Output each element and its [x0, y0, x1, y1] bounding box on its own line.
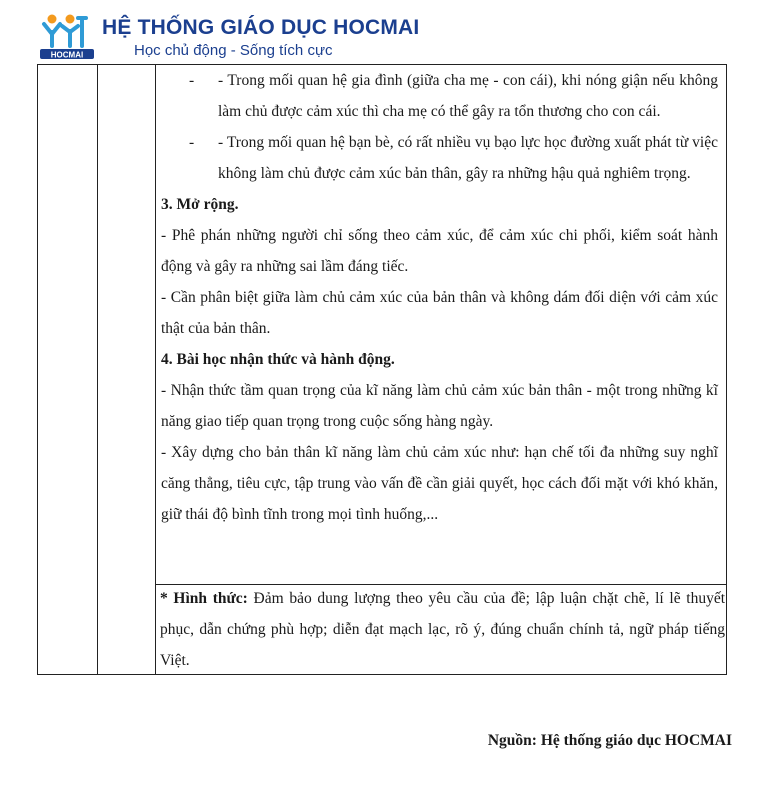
section-heading: 3. Mở rộng. [161, 196, 239, 213]
paragraph: - Xây dựng cho bản thân kĩ năng làm chủ cảm xúc như: hạn chế tối đa những suy nghĩ căng thẳng, tiêu cực, tập trung vào vấn đề cần giải quyết, học cách đối mặt với khó khăn, giữ thái độ bình tĩnh trong mọi tình huống,... [161, 444, 718, 523]
hocmai-logo-icon [40, 12, 96, 60]
bullet-item [161, 127, 718, 189]
bullet-text: - Trong mối quan hệ bạn bè, có rất nhiều vụ bạo lực học đường xuất phát từ việc không làm chủ được cảm xúc bản thân, gây ra những hậu quả nghiêm trọng. [218, 134, 718, 182]
logo-text: HOCMAI [50, 50, 84, 60]
table-column-divider [97, 65, 98, 674]
form-note-cell [160, 583, 725, 676]
section-heading: 4. Bài học nhận thức và hành động. [161, 351, 395, 368]
bullet-dash: - [189, 72, 195, 89]
paragraph: - Cần phân biệt giữa làm chủ cảm xúc của bản thân và không dám đối diện với cảm xúc thật của bản thân. [161, 289, 718, 337]
source-credit: Nguồn: Hệ thống giáo dục HOCMAI [487, 732, 732, 749]
header [40, 12, 460, 62]
brand-slogan: Học chủ động - Sống tích cực [134, 42, 333, 59]
bullet-dash: - [189, 134, 195, 151]
form-note-text: Đảm bảo dung lượng theo yêu cầu của đề; lập luận chặt chẽ, lí lẽ thuyết phục, dẫn chứng phù hợp; diễn đạt mạch lạc, rõ ý, đúng chuẩn chính tả, ngữ pháp tiếng Việt. [160, 590, 726, 669]
paragraph: - Phê phán những người chỉ sống theo cảm xúc, để cảm xúc chi phối, kiểm soát hành động và gây ra những sai lầm đáng tiếc. [161, 227, 718, 275]
form-note-label: * Hình thức: [160, 590, 248, 607]
bullet-item [161, 65, 718, 127]
answer-content-cell [161, 65, 718, 530]
paragraph: - Nhận thức tầm quan trọng của kĩ năng làm chủ cảm xúc bản thân - một trong những kĩ năng giao tiếp quan trọng trong cuộc sống hàng ngày. [161, 382, 718, 430]
brand-title: HỆ THỐNG GIÁO DỤC HOCMAI [102, 16, 420, 39]
table-column-divider [155, 65, 156, 674]
bullet-text: - Trong mối quan hệ gia đình (giữa cha mẹ - con cái), khi nóng giận nếu không làm chủ được cảm xúc thì cha mẹ có thể gây ra tổn thương cho con cái. [218, 72, 718, 120]
